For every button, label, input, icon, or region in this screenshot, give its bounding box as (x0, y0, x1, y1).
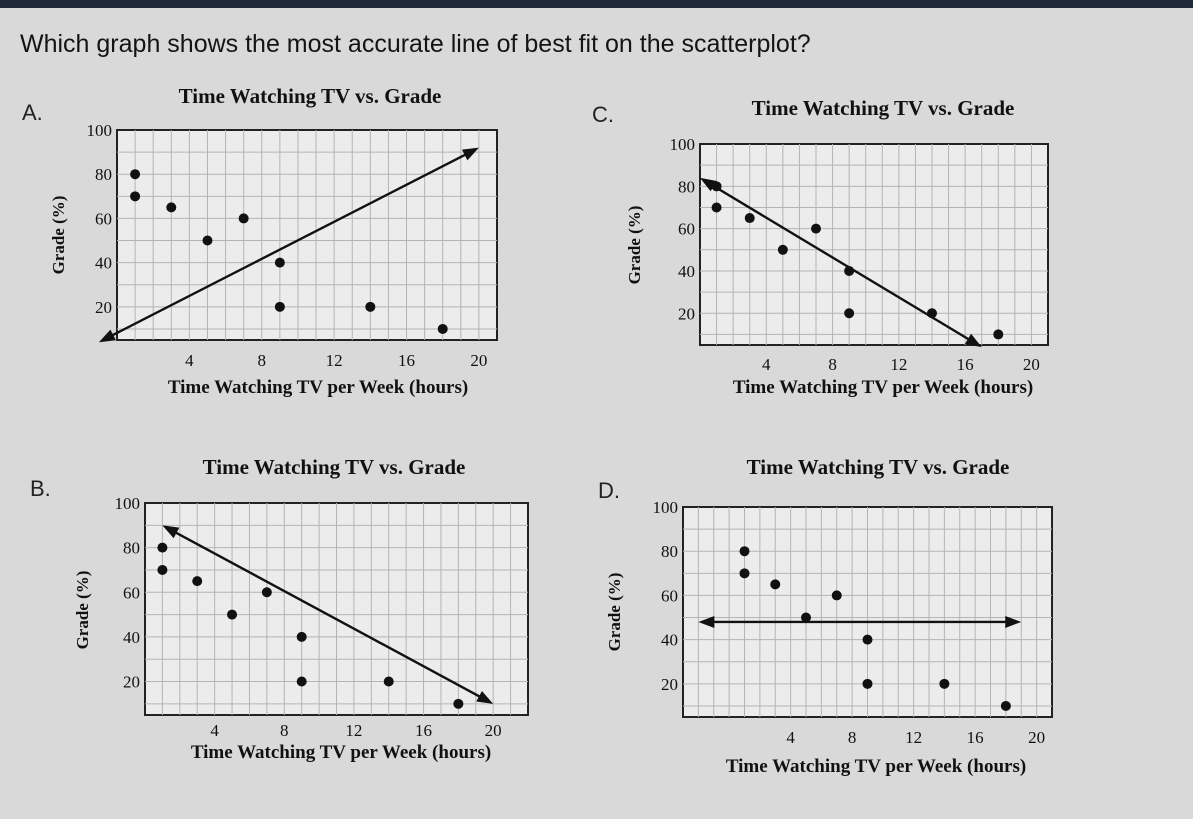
data-point (863, 635, 873, 645)
y-tick-label: 80 (661, 542, 678, 562)
x-tick-label: 8 (257, 351, 267, 370)
option-c-letter[interactable]: C. (592, 102, 614, 127)
x-tick-label: 16 (966, 728, 984, 747)
x-tick-label: 8 (828, 355, 837, 374)
y-tick-label: 100 (86, 121, 112, 140)
y-tick-label: 60 (678, 219, 695, 239)
x-tick-label: 4 (210, 721, 219, 740)
y-tick-label: 40 (678, 261, 695, 281)
y-tick-label: 40 (123, 627, 140, 647)
y-axis-label: Grade (%) (49, 195, 68, 275)
y-tick-label: 20 (95, 297, 112, 317)
y-tick-label: 100 (114, 494, 140, 513)
y-tick-label: 40 (95, 253, 112, 273)
x-axis-label: Time Watching TV per Week (hours) (167, 377, 469, 398)
x-tick-label: 12 (325, 351, 343, 370)
x-tick-label: 4 (762, 355, 771, 374)
x-tick-label: 12 (345, 721, 363, 740)
x-tick-label: 16 (956, 355, 974, 374)
chart-title: Time Watching TV vs. Grade (178, 84, 442, 108)
x-axis-label: Time Watching TV per Week (hours) (725, 756, 1027, 777)
y-tick-label: 60 (95, 209, 112, 229)
option-b-letter[interactable]: B. (30, 476, 51, 501)
question-text: Which graph shows the most accurate line of best fit on the scatterplot? (20, 30, 811, 58)
data-point (740, 568, 750, 578)
x-tick-label: 20 (470, 351, 488, 370)
option-d-letter[interactable]: D. (598, 478, 620, 503)
x-tick-label: 12 (905, 728, 923, 747)
y-tick-label: 20 (123, 672, 140, 692)
x-tick-label: 4 (786, 728, 795, 747)
x-tick-label: 8 (280, 721, 289, 740)
x-tick-label: 8 (847, 728, 857, 747)
chart-title: Time Watching TV vs. Grade (746, 455, 1010, 479)
y-axis-label: Grade (%) (605, 572, 624, 652)
data-point (832, 590, 842, 600)
y-tick-label: 20 (678, 304, 695, 324)
x-axis-label: Time Watching TV per Week (hours) (190, 742, 492, 763)
y-tick-label: 80 (678, 177, 695, 197)
y-tick-label: 60 (661, 586, 678, 606)
y-axis-label: Grade (%) (73, 570, 92, 650)
data-point (939, 679, 949, 689)
data-point (801, 613, 811, 623)
x-tick-label: 20 (1028, 728, 1046, 747)
y-tick-label: 100 (652, 498, 678, 517)
data-point (1001, 701, 1011, 711)
y-tick-label: 80 (123, 538, 140, 558)
y-axis-label: Grade (%) (625, 205, 644, 285)
x-tick-label: 20 (484, 721, 502, 740)
y-tick-label: 100 (669, 135, 695, 154)
chart-title: Time Watching TV vs. Grade (751, 96, 1015, 120)
y-tick-label: 80 (95, 165, 112, 185)
data-point (740, 546, 750, 556)
x-axis-label: Time Watching TV per Week (hours) (732, 377, 1034, 398)
x-tick-label: 16 (415, 721, 433, 740)
data-point (770, 579, 780, 589)
data-point (863, 679, 873, 689)
y-tick-label: 20 (661, 674, 678, 694)
y-tick-label: 60 (123, 583, 140, 603)
x-tick-label: 4 (185, 351, 194, 370)
chart-title: Time Watching TV vs. Grade (202, 455, 466, 479)
y-tick-label: 40 (661, 630, 678, 650)
option-a-letter[interactable]: A. (22, 100, 43, 125)
x-tick-label: 20 (1022, 355, 1040, 374)
x-tick-label: 16 (398, 351, 416, 370)
x-tick-label: 12 (890, 355, 908, 374)
